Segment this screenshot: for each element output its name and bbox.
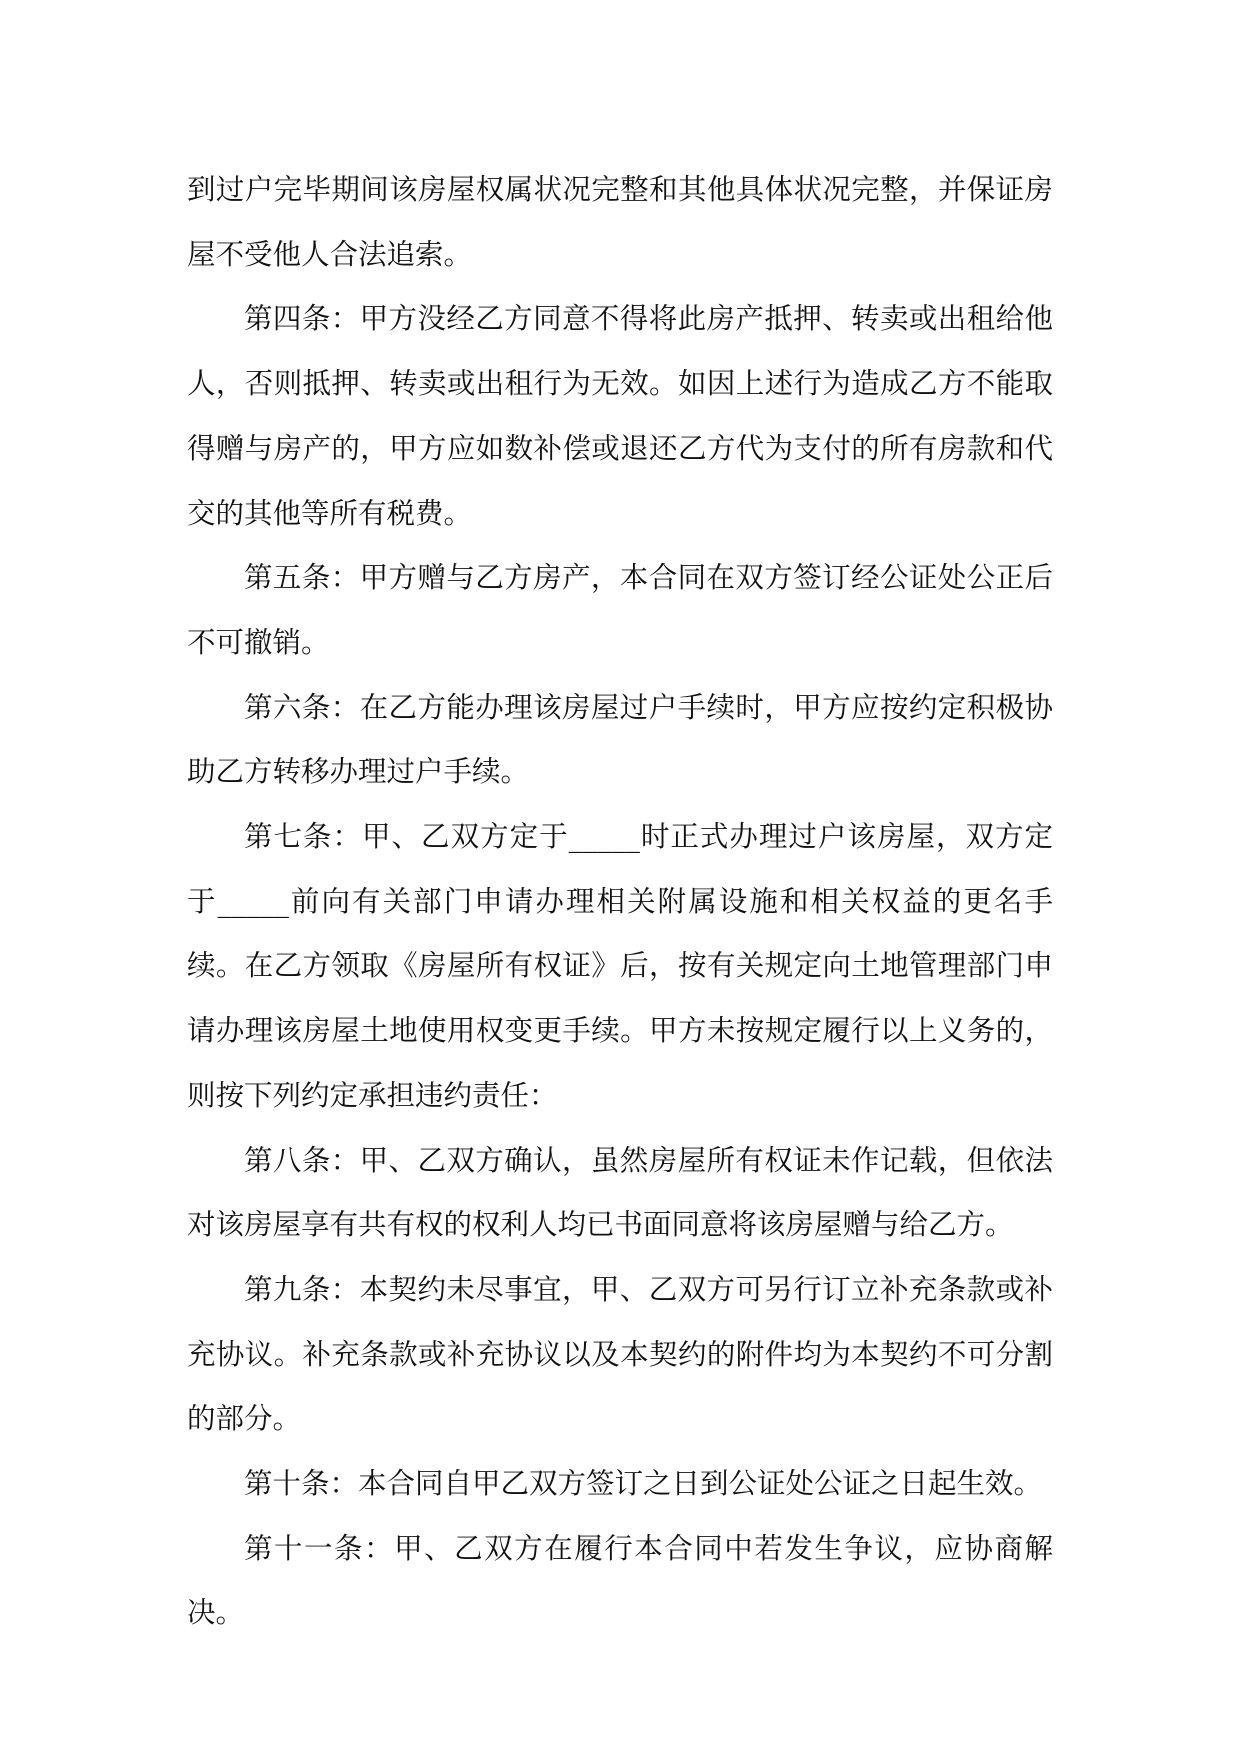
article-9: 第九条：本契约未尽事宜，甲、乙双方可另行订立补充条款或补充协议。补充条款或补充协议以及本契约的附件均为本契约不可分割的部分。 <box>187 1272 1053 1436</box>
article-6: 第六条：在乙方能办理该房屋过户手续时，甲方应按约定积极协助乙方转移办理过户手续。 <box>187 690 1053 789</box>
article-5: 第五条：甲方赠与乙方房产，本合同在双方签订经公证处公正后不可撤销。 <box>187 561 1053 659</box>
article-8: 第八条：甲、乙双方确认，虽然房屋所有权证未作记载，但依法对该房屋享有共有权的权利人均已书面同意将该房屋赠与给乙方。 <box>187 1143 1053 1242</box>
article-4: 第四条：甲方没经乙方同意不得将此房产抵押、转卖或出租给他人，否则抵押、转卖或出租行为无效。如因上述行为造成乙方不能取得赠与房产的，甲方应如数补偿或退还乙方代为支付的所有房款和代交的其他等所有税费。 <box>187 302 1053 530</box>
article-11: 第十一条：甲、乙双方在履行本合同中若发生争议，应协商解决。 <box>187 1531 1053 1630</box>
paragraph-continuation: 到过户完毕期间该房屋权属状况完整和其他具体状况完整，并保证房屋不受他人合法追索。 <box>187 173 1053 271</box>
contract-body <box>187 158 1053 1646</box>
article-10: 第十条：本合同自甲乙双方签订之日到公证处公证之日起生效。 <box>244 1467 1043 1501</box>
article-7: 第七条：甲、乙双方定于_____时正式办理过户该房屋，双方定于_____前向有关部门申请办理相关附属设施和相关权益的更名手续。在乙方领取《房屋所有权证》后，按有关规定向土地管理部门申请办理该房屋土地使用权变更手续。甲方未按规定履行以上义务的，则按下列约定承担违约责任： <box>187 820 1053 1112</box>
